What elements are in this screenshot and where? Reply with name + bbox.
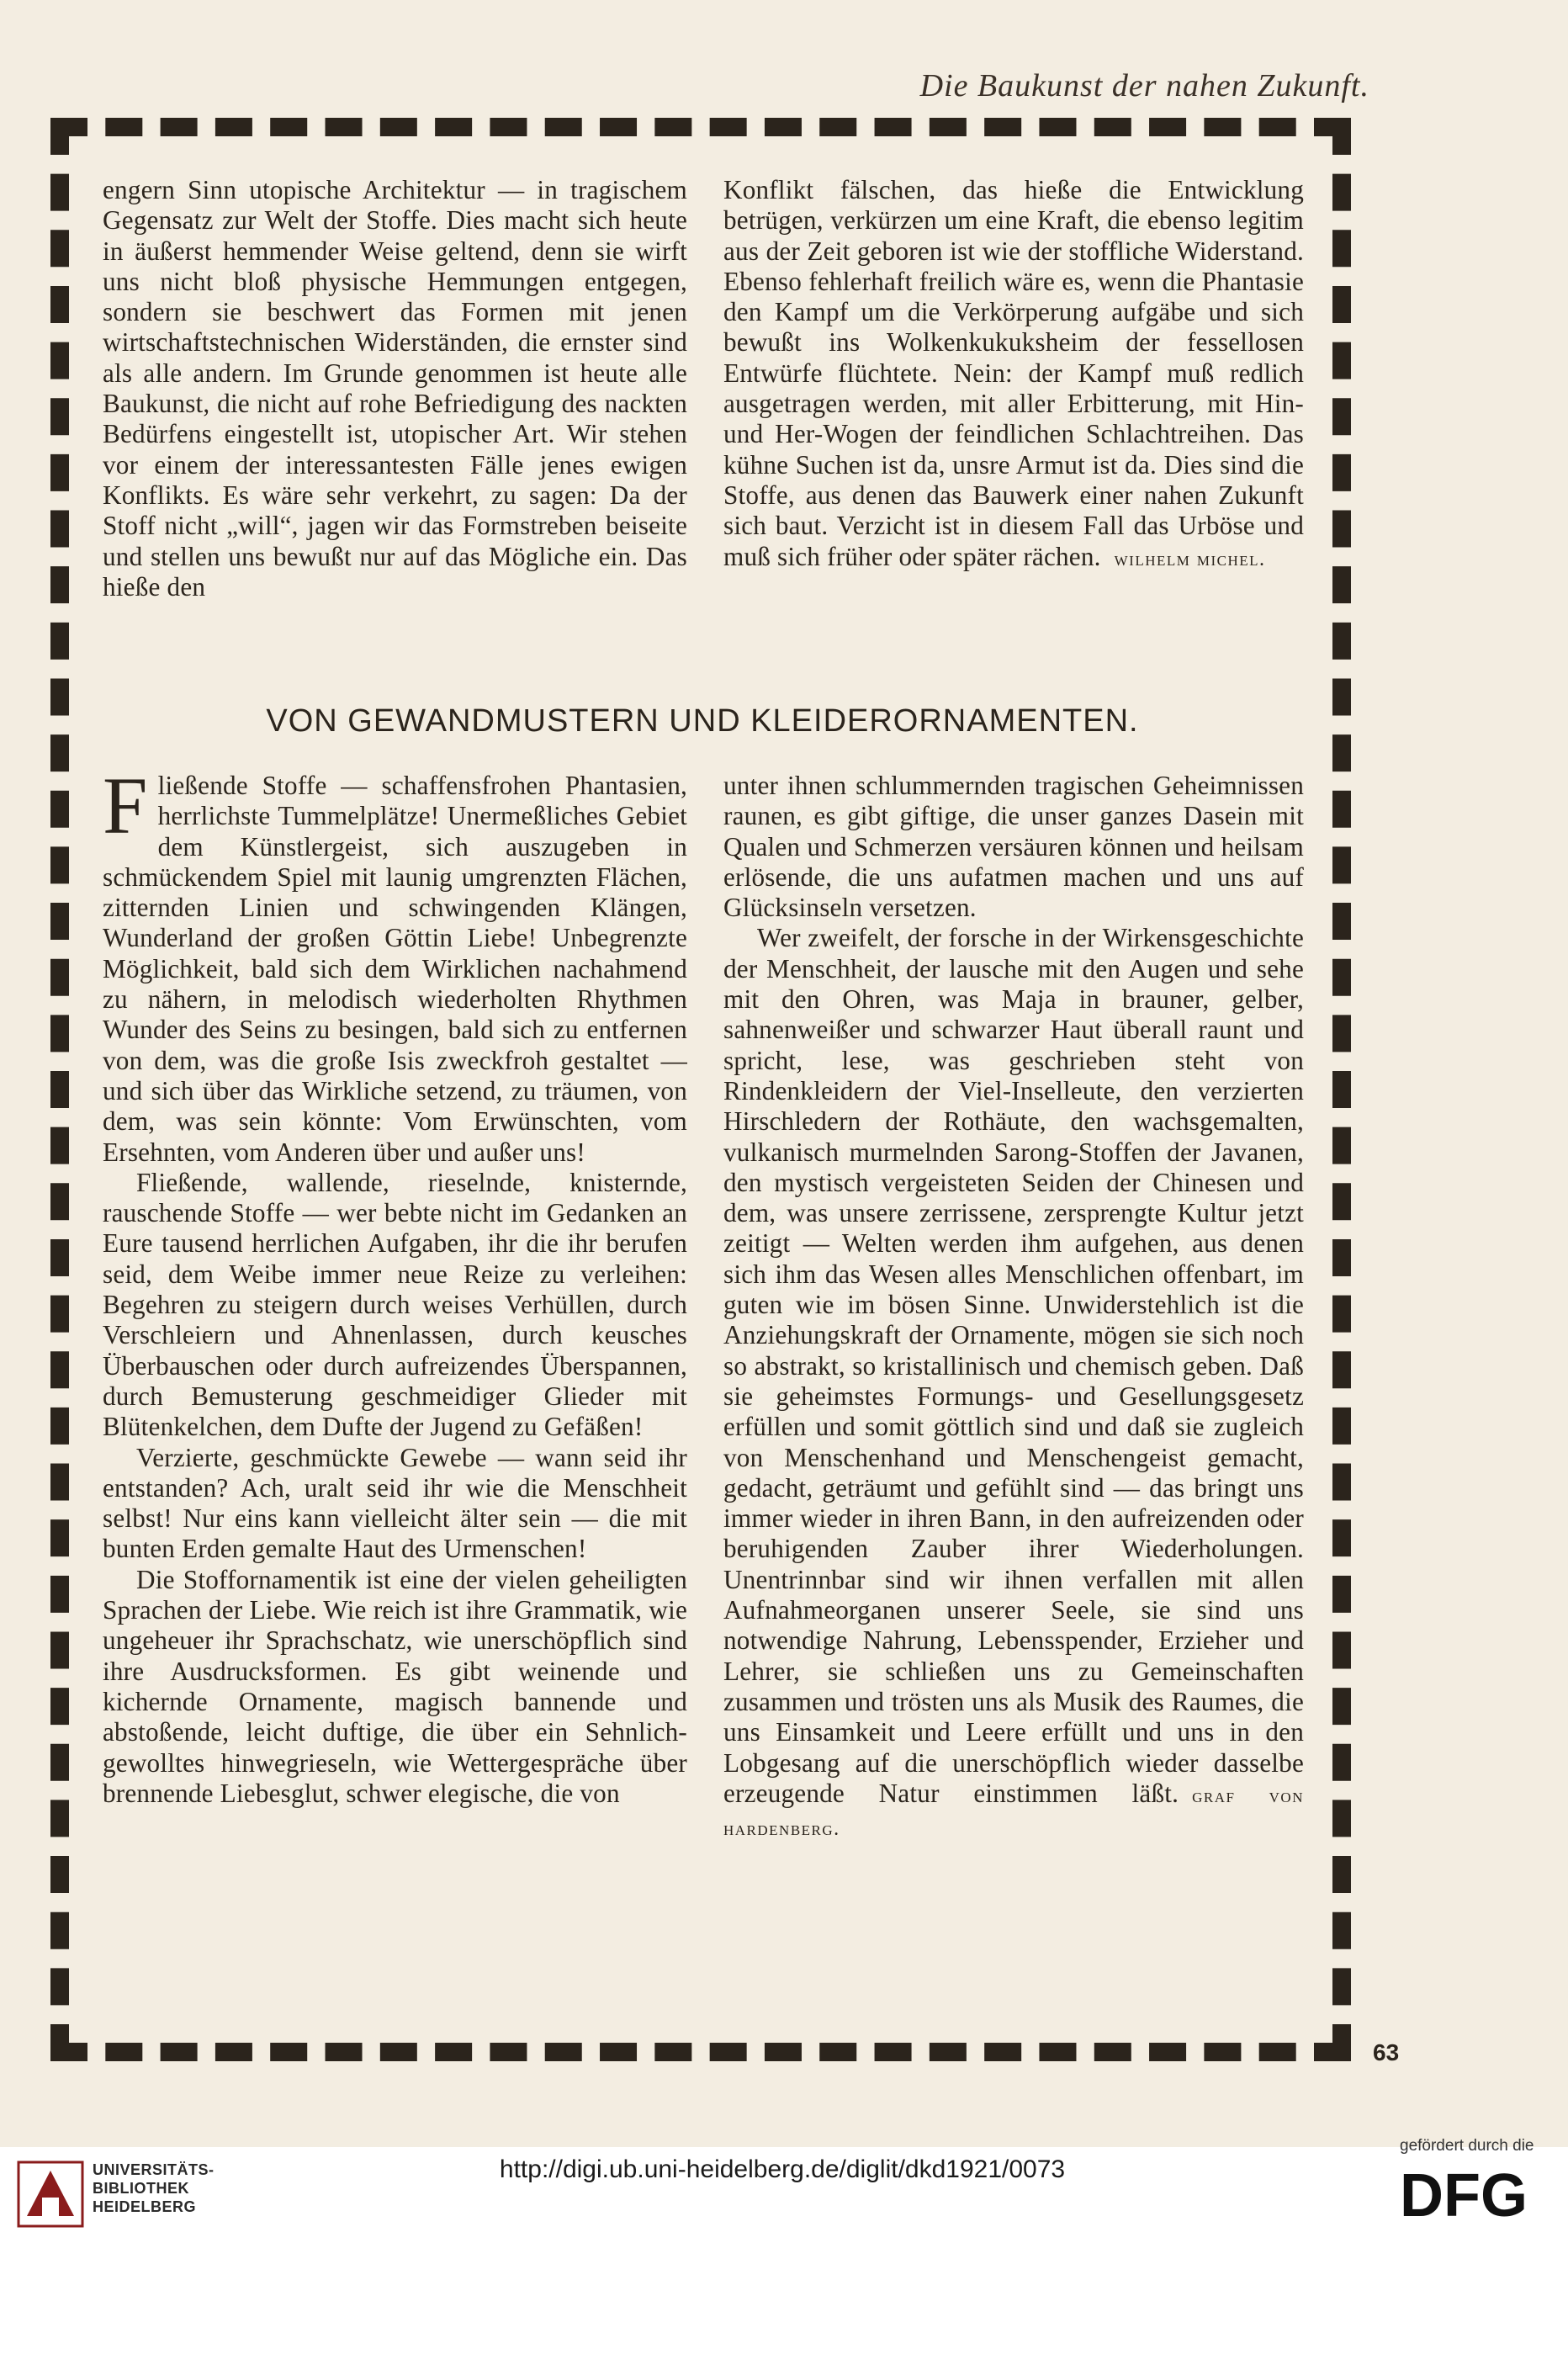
dfg-logo-icon: [1400, 2164, 1548, 2224]
bottom-right-column: [723, 771, 1304, 1844]
paragraph: Wer zweifelt, der forsche in der Wirkensgeschichte der Menschheit, der lausche mit den Augen und sehe mit den Ohren, was Maja in brauner, gelber, sahnenweißer und schwarzer Haut überall raunt und spricht, lese, was geschrieben steht von Rindenkleidern der Viel-Inselleute, den verzierten Hirschledern der Rothäute, den wachsgemalten, vulkanisch murmelnden Sarong-Stoffen der Javanen, den mystisch vergeisteten Seiden der Chinesen und dem, was unsere zerrissene, zersprengte Kultur jetzt zeitigt — Welten werden ihm aufgehen, aus denen sich ihm das Wesen alles Menschlichen offenbart, im guten wie im bösen Sinne. Unwiderstehlich ist die Anziehungskraft der Ornamente, mögen sie sich noch so abstrakt, so kristallinisch und chemisch geben. Daß sie geheimstes Formungs- und Gesellungsgesetz erfüllen und somit göttlich sind und daß sie zugleich von Menschenhand und Menschengeist gemacht, gedacht, geträumt und gefühlt sind — das bringt uns immer wieder in ihren Bann, in den aufreizenden oder beruhigenden Zauber ihrer Wiederholungen. Unentrinnbar sind wir ihnen verfallen mit allen Aufnahmeorganen unserer Seele, sie sind uns notwendige Nahrung, Lebensspender, Erzieher und Lehrer, sie schließen uns zu Gemeinschaften zusammen und trösten uns als Musik des Raumes, die uns Einsamkeit und Leere erfüllt und uns in den Lobgesang auf die unerschöpflich wieder dasselbe erzeugende Natur einstimmen läßt. graf von hardenberg.: [723, 923, 1304, 1841]
running-head: Die Baukunst der nahen Zukunft.: [919, 68, 1369, 103]
paragraph: Fließende Stoffe — schaffensfrohen Phantasien, herrlichste Tummelplätze! Unermeßliches Gebiet dem Künstlergeist, sich auszugeben in schmückendem Spiel mit launig umgrenzten Flächen, zitternden Linien und schwingenden Klängen, Wunderland der großen Göttin Liebe! Unbegrenzte Möglichkeit, bald sich dem Wirklichen nachahmend zu nähern, in melodisch wiederholten Rhythmen Wunder des Seins zu besingen, bald sich zu entfernen von dem, was die große Isis zweckfroh gestaltet — und sich über das Wirkliche setzend, zu träumen, von dem, was sein könnte: Vom Erwünschten, vom Ersehnten, vom Anderen über und außer uns!: [103, 761, 687, 1167]
top-left-column: [103, 175, 687, 602]
paragraph: Die Stoffornamentik ist eine der vielen geheiligten Sprachen der Liebe. Wie reich ist ihre Grammatik, wie ungeheuer ihr Sprachschatz, wie unerschöpflich sind ihre Ausdrucksformen. Es gibt weinende und kichernde Ornamente, magisch bannende und abstoßende, leicht duftige, die über ein Sehnlich-gewolltes hinwegrieseln, wie Wettergespräche über brennende Liebesglut, schwer elegische, die von: [103, 1564, 687, 1808]
paragraph: Fließende, wallende, rieselnde, knisternde, rauschende Stoffe — wer bebte nicht im Gedanken an Eure tausend herrlichen Aufgaben, ihr die ihr berufen seid, dem Weibe immer neue Reize zu verleihen: Begehren zu steigern durch weises Verhüllen, durch Verschleiern und Ahnenlassen, durch keusches Überbauschen oder durch aufreizendes Überspannen, durch Bemusterung geschmeidiger Glieder mit Blütenkelchen, dem Dufte der Jugend zu Gefäßen!: [103, 1167, 687, 1442]
svg-text:DFG: DFG: [1400, 2164, 1528, 2224]
author-signature: wilhelm michel.: [1114, 548, 1266, 570]
funding-label: gefördert durch die: [1400, 2137, 1534, 2155]
drop-cap: F: [103, 761, 148, 851]
bottom-left-column: [103, 761, 687, 1809]
top-right-text: Konflikt fälschen, das hieße die Entwicklung betrügen, verkürzen um eine Kraft, die ebenso legitim aus der Zeit geboren ist wie der stoffliche Widerstand. Ebenso fehlerhaft freilich wäre es, wenn die Phantasie den Kampf um die Verkörperung aufgäbe und sich bewußt ins Wolkenkukuksheim der fessellosen Entwürfe flüchtete. Nein: der Kampf muß redlich ausgetragen werden, mit aller Erbitterung, mit Hin- und Her-Wogen der feindlichen Schlachtreihen. Das kühne Suchen ist da, unsre Armut ist da. Dies sind die Stoffe, aus denen das Bauwerk einer nahen Zukunft sich baut. Verzicht ist in diesem Fall das Urböse und muß sich früher oder später rächen. wilhelm michel.: [723, 175, 1304, 571]
paragraph: unter ihnen schlummernden tragischen Geheimnissen raunen, es gibt giftige, die unser ganzes Dasein mit Qualen und Schmerzen versäuren können und heilsam erlösende, die uns aufatmen machen und uns auf Glücksinseln versetzen.: [723, 771, 1304, 923]
source-url[interactable]: http://digi.ub.uni-heidelberg.de/diglit/dkd1921/0073: [499, 2155, 1066, 2183]
library-name: UNIVERSITÄTS- BIBLIOTHEK HEIDELBERG: [93, 2161, 215, 2215]
top-left-text: engern Sinn utopische Architektur — in tragischem Gegensatz zur Welt der Stoffe. Dies macht sich heute in äußerst hemmender Weise geltend, denn sie wirft uns nicht bloß physische Hemmungen entgegen, sondern sie beschwert das Formen mit jenen wirtschaftstechnischen Widerständen, die ernster sind als alle andern. Im Grunde genommen ist heute alle Baukunst, die nicht auf rohe Befriedigung des nackten Bedürfens eingestellt ist, utopischer Art. Wir stehen vor einem der interessantesten Fälle jenes ewigen Konflikts. Es wäre sehr verkehrt, zu sagen: Da der Stoff nicht „will“, jagen wir das Formstreben beiseite und stellen uns bewußt nur auf das Mögliche ein. Das hieße den: [103, 175, 687, 602]
section-title: VON GEWANDMUSTERN UND KLEIDERORNAMENTEN.: [266, 703, 1139, 739]
page-number: 63: [1373, 2039, 1400, 2065]
top-right-column: [723, 175, 1304, 575]
paragraph: Verzierte, geschmückte Gewebe — wann seid ihr entstanden? Ach, uralt seid ihr wie die Menschheit selbst! Nur eins kann vielleicht älter sein — die mit bunten Erden gemalte Haut des Urmenschen!: [103, 1442, 687, 1564]
library-seal-icon: [17, 2157, 84, 2228]
author-signature: graf von hardenberg.: [723, 1784, 1304, 1841]
